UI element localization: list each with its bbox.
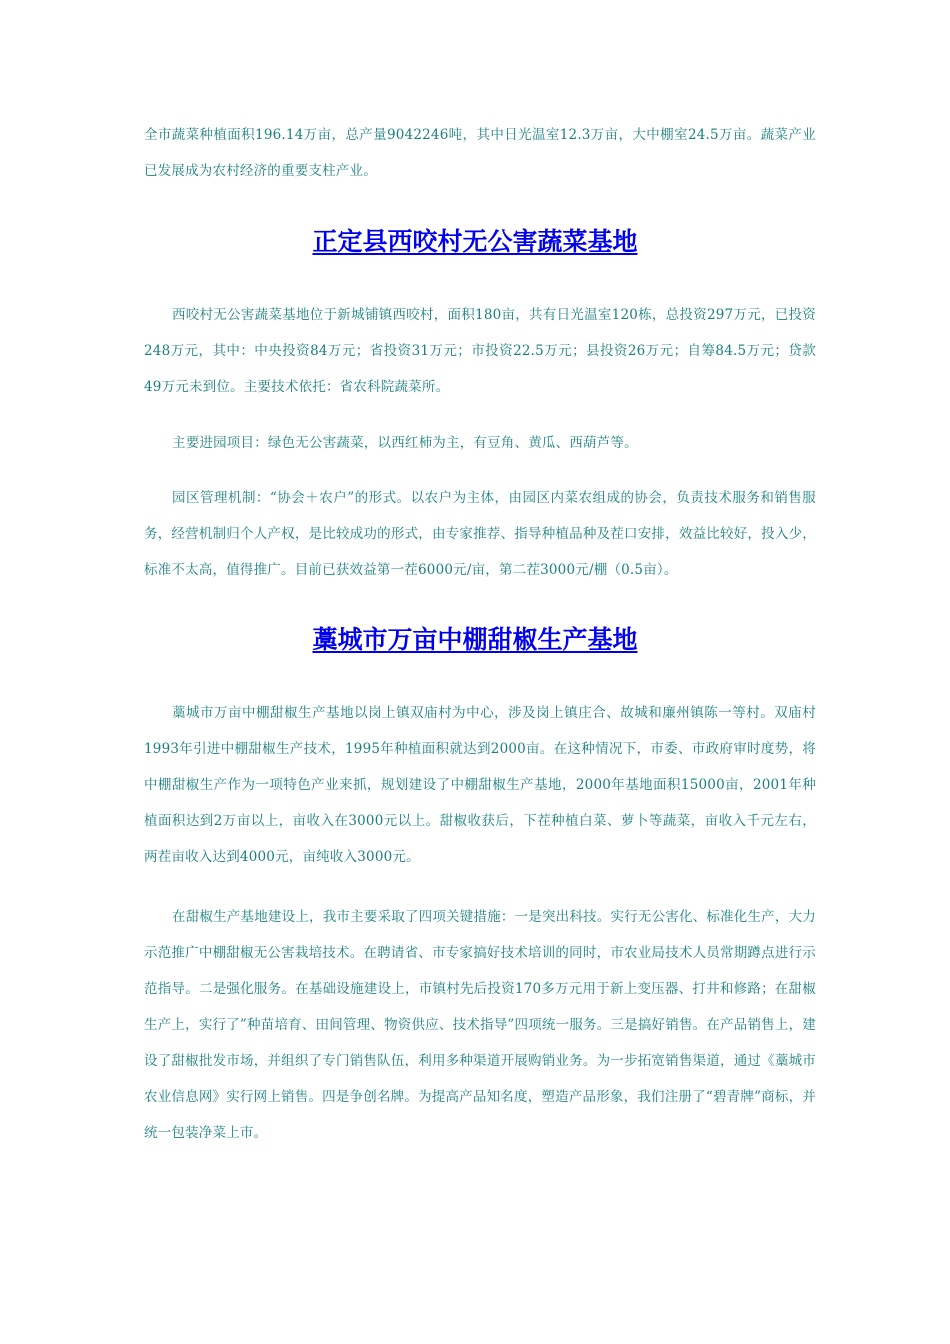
section2-paragraph-1: 藁城市万亩中棚甜椒生产基地以岗上镇双庙村为中心，涉及岗上镇庄合、故城和廉州镇陈一等村。双庙村1993年引进中棚甜椒生产技术，1995年种植面积就达到2000亩。在这种情况下，市委、市政府审时度势，将中棚甜椒生产作为一项特色产业来抓，规划建设了中棚甜椒生产基地，2000年基地面积15000亩，2001年种植面积达到2万亩以上，亩收入在3000元以上。甜椒收获后，下茬种植白菜、萝卜等蔬菜，亩收入千元左右，两茬亩收入达到4000元，亩纯收入3000元。 [144,705,816,865]
section1-paragraph-2: 主要进园项目：绿色无公害蔬菜，以西红柿为主，有豆角、黄瓜、西葫芦等。 [172,435,638,451]
section2-paragraph-2: 在甜椒生产基地建设上，我市主要采取了四项关键措施：一是突出科技。实行无公害化、标准化生产，大力示范推广中棚甜椒无公害栽培技术。在聘请省、市专家搞好技术培训的同时，市农业局技术人员常期蹲点进行示范指导。二是强化服务。在基础设施建设上，市镇村先后投资170多万元用于新上变压器、打井和修路；在甜椒生产上，实行了”种苗培育、田间管理、物资供应、技术指导”四项统一服务。三是搞好销售。在产品销售上，建设了甜椒批发市场，并组织了专门销售队伍，利用多种渠道开展购销业务。为一步拓宽销售渠道，通过《藁城市农业信息网》实行网上销售。四是争创名牌。为提高产品知名度，塑造产品形象，我们注册了“碧青牌”商标，并统一包装净菜上市。 [144,909,816,1141]
section1-paragraph-1: 西咬村无公害蔬菜基地位于新城铺镇西咬村，面积180亩，共有日光温室120栋，总投资297万元，已投资248万元，其中：中央投资84万元；省投资31万元；市投资22.5万元；县投资26万元；自筹84.5万元；贷款49万元未到位。主要技术依托：省农科院蔬菜所。 [144,307,816,395]
section2-title-link[interactable]: 藁城市万亩中棚甜椒生产基地 [312,625,638,654]
intro-paragraph: 全市蔬菜种植面积196.14万亩，总产量9042246吨，其中日光温室12.3万亩，大中棚室24.5万亩。蔬菜产业已发展成为农村经济的重要支柱产业。 [144,127,816,179]
section2-heading [0,622,950,658]
section1-title-link[interactable]: 正定县西咬村无公害蔬菜基地 [312,227,638,256]
section1-heading [0,224,950,260]
section1-paragraph-3: 园区管理机制：“协会＋农户”的形式。以农户为主体，由园区内菜农组成的协会，负责技术服务和销售服务，经营机制归个人产权，是比较成功的形式，由专家推荐、指导种植品种及茬口安排，效益比较好，投入少，标准不太高，值得推广。目前已获效益第一茬6000元/亩，第二茬3000元/棚（0.5亩）。 [144,490,816,578]
